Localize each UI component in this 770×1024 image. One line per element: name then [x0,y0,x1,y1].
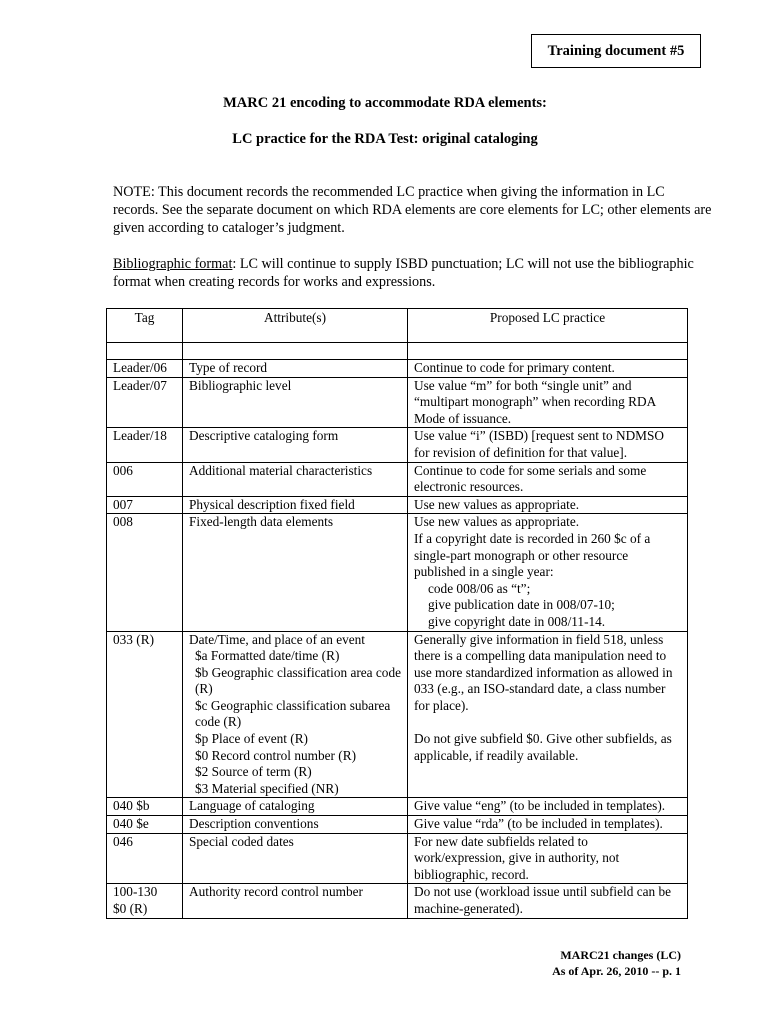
cell-line: Give value “eng” (to be included in templates). [414,798,666,814]
table-row [107,884,688,918]
cell-line: give publication date in 008/07-10; [428,597,615,613]
table-row [107,377,688,428]
cell-line: Bibliographic level [189,377,292,393]
cell-line: Use value “m” for both “single unit” and “multipart monograph” when recording RDA Mode of issuance. [414,377,656,426]
cell-line: Give value “rda” (to be included in templates). [414,816,663,832]
footer-line-1: MARC21 changes (LC) [560,948,681,962]
cell-tag [107,428,183,462]
cell-practice [408,377,688,428]
cell-line: 007 [113,496,133,512]
cell-line: Special coded dates [189,833,294,849]
header-tag: Tag [107,309,183,343]
cell-tag [107,377,183,428]
table-header-row [107,309,688,343]
table-row [107,360,688,378]
cell-practice [408,884,688,918]
cell-line: For new date subfields related to work/expression, give in authority, not bibliographic, record. [414,833,620,882]
cell-line: Date/Time, and place of an event [189,631,366,647]
cell-attributes [183,631,408,798]
cell-attributes [183,798,408,816]
format-text: : LC will continue to supply ISBD punctuation; LC will not use the bibliographic format when creating records for works and expressions. [113,256,694,290]
cell-line: $2 Source of term (R) [195,764,312,780]
table-body [107,360,688,919]
cell-tag [107,884,183,918]
cell-attributes [183,496,408,514]
cell-line: Language of cataloging [189,798,315,814]
cell-line: Descriptive cataloging form [189,428,339,444]
cell-line: Use new values as appropriate. [414,496,580,512]
format-label: Bibliographic format [113,256,233,272]
cell-tag [107,798,183,816]
cell-attributes [183,833,408,884]
cell-line: 033 (R) [113,631,154,647]
cell-line: $0 Record control number (R) [195,747,356,763]
document-title: MARC 21 encoding to accommodate RDA elements: [223,95,547,111]
cell-practice [408,631,688,798]
cell-line: give copyright date in 008/11-14. [428,613,606,629]
note-paragraph: NOTE: This document records the recommended LC practice when giving the information in LC records. See the separate document on which RDA elements are core elements for LC; other elements are given according to cataloger’s judgment. [113,184,712,236]
footer-line-2: As of Apr. 26, 2010 -- p. 1 [552,964,681,978]
cell-practice [408,514,688,631]
cell-line: $a Formatted date/time (R) [195,648,340,664]
cell-line: 008 [113,514,133,530]
page-footer [552,947,681,979]
table-row [107,514,688,631]
table-blank-row [107,343,688,360]
cell-practice [408,428,688,462]
cell-line: $3 Material specified (NR) [195,780,339,796]
cell-attributes [183,816,408,834]
cell-practice [408,462,688,496]
cell-line: $c Geographic classification subarea code (R) [195,697,391,730]
cell-line: Generally give information in field 518, unless there is a compelling data manipulation need to use more standardized information as allowed in 033 (e.g., an ISO-standard date, a class number for place). [414,631,673,713]
cell-line: Fixed-length data elements [189,514,334,530]
cell-line: Continue to code for primary content. [414,360,615,375]
cell-tag [107,514,183,631]
cell-practice [408,798,688,816]
cell-tag [107,816,183,834]
cell-practice [408,816,688,834]
cell-line: Do not use (workload issue until subfield can be machine-generated). [414,884,672,916]
cell-line: 046 [113,833,133,849]
table-row [107,798,688,816]
cell-line: Use new values as appropriate. [414,514,580,530]
cell-line: Continue to code for some serials and some electronic resources. [414,462,647,495]
cell-tag [107,360,183,378]
cell-practice [408,360,688,378]
cell-line: code 008/06 as “t”; [428,580,531,596]
document-label-box [531,34,701,68]
cell-line: 040 $e [113,816,149,832]
header-attributes: Attribute(s) [183,309,408,343]
table-row [107,428,688,462]
cell-line: Leader/06 [113,360,167,375]
cell-attributes [183,462,408,496]
cell-line: $b Geographic classification area code (R) [195,664,402,697]
cell-tag [107,833,183,884]
cell-line: $0 (R) [113,901,148,916]
cell-line: 100-130 [113,884,158,900]
cell-attributes [183,360,408,378]
cell-line: Type of record [189,360,268,375]
practice-table [106,308,688,919]
header-practice: Proposed LC practice [408,309,688,343]
document-label: Training document #5 [547,42,685,59]
table-row [107,462,688,496]
document-subtitle: LC practice for the RDA Test: original cataloging [232,131,538,147]
cell-attributes [183,428,408,462]
cell-line: Description conventions [189,816,319,832]
cell-line: 040 $b [113,798,150,814]
cell-line: Leader/18 [113,428,167,444]
table-row [107,833,688,884]
cell-attributes [183,884,408,918]
cell-line: If a copyright date is recorded in 260 $c of a single-part monograph or other resource published in a single year: [414,530,651,580]
cell-line: Additional material characteristics [189,462,373,478]
cell-attributes [183,377,408,428]
cell-practice [408,833,688,884]
table-row [107,816,688,834]
cell-tag [107,496,183,514]
cell-attributes [183,514,408,631]
cell-line: Do not give subfield $0. Give other subfields, as applicable, if readily available. [414,731,672,763]
cell-line: $p Place of event (R) [195,731,308,747]
cell-line: 006 [113,462,133,478]
format-paragraph [113,255,713,291]
cell-tag [107,631,183,798]
cell-line: Use value “i” (ISBD) [request sent to NDMSO for revision of definition for that value]. [414,428,665,460]
table-row [107,631,688,798]
cell-practice [408,496,688,514]
cell-line: Authority record control number [189,884,363,900]
cell-tag [107,462,183,496]
cell-line: Leader/07 [113,377,167,393]
cell-line: Physical description fixed field [189,496,355,512]
table-row [107,496,688,514]
